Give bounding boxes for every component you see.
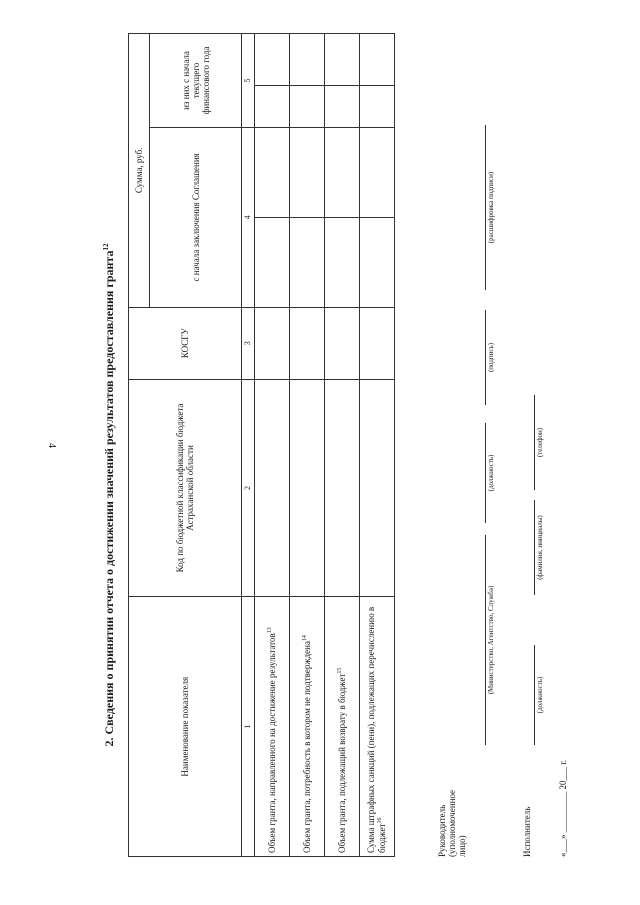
position-caption: (должность)	[487, 454, 495, 492]
col-number-1: 1	[242, 597, 255, 857]
fio-line	[534, 500, 535, 595]
row-ref: 13	[266, 627, 273, 634]
section-title	[102, 95, 117, 895]
ministry-line	[485, 535, 486, 745]
row-label: Сумма штрафных санкций (пени), подлежащих перечислению в бюджет	[366, 606, 387, 853]
cell-empty	[325, 217, 360, 307]
cell-empty	[360, 379, 395, 597]
header-code: Код по бюджетной классификации бюджета Астраханской области	[129, 379, 242, 597]
cell-empty	[290, 127, 325, 217]
cell-empty	[360, 86, 395, 128]
executor-label: Исполнитель	[522, 806, 532, 857]
decode-line	[485, 125, 486, 290]
report-sheet	[30, 35, 630, 895]
cell-empty	[290, 379, 325, 597]
cell-empty	[360, 127, 395, 217]
phone-caption: (телефон)	[536, 427, 544, 458]
date-line: «___» _________ 20___ г.	[558, 759, 568, 857]
cell-empty	[360, 307, 395, 379]
table-row	[290, 34, 325, 857]
section-title-ref: 12	[102, 243, 110, 251]
position-line	[485, 423, 486, 523]
cell-empty	[255, 379, 290, 597]
page-number: 4	[46, 443, 57, 448]
signature-line	[485, 310, 486, 405]
signature-caption: (подпись)	[487, 342, 495, 373]
section-title-text: 2. Сведения о принятии отчета о достижении значений результатов предоставления гранта	[102, 250, 116, 747]
col-number-4: 4	[242, 127, 255, 307]
cell-empty	[325, 307, 360, 379]
cell-empty	[255, 34, 290, 86]
col-number-2: 2	[242, 379, 255, 597]
cell-empty	[360, 34, 395, 86]
col-number-5: 5	[242, 34, 255, 128]
cell-empty	[325, 379, 360, 597]
table-row	[255, 34, 290, 857]
cell-empty	[325, 34, 360, 86]
header-name: Наименование показателя	[129, 597, 242, 857]
cell-empty	[290, 217, 325, 307]
table-row	[360, 34, 395, 857]
header-kosgu: КОСГУ	[129, 307, 242, 379]
grant-results-table	[128, 33, 395, 857]
fio-caption: (фамилия, инициалы)	[536, 515, 544, 580]
cell-empty	[255, 127, 290, 217]
header-sum: Сумма, руб.	[129, 34, 150, 308]
cell-empty	[255, 307, 290, 379]
row-ref: 16	[376, 817, 383, 824]
column-number-row	[242, 34, 255, 857]
row-ref: 14	[301, 635, 308, 642]
row-label: Объем гранта, направленного на достижение результатов	[266, 633, 277, 853]
cell-empty	[290, 86, 325, 128]
cell-empty	[325, 86, 360, 128]
row-label: Объем гранта, подлежащий возврату в бюджет	[336, 673, 347, 853]
row-label: Объем гранта, потребность в котором не подтверждена	[301, 641, 312, 853]
header-since-agreement: с начала заключения Соглашения	[150, 127, 242, 307]
table-row	[325, 34, 360, 857]
head-label: Руководитель (уполномоченное лицо)	[437, 789, 467, 857]
decode-caption: (расшифровка подписи)	[487, 171, 495, 244]
col-number-3: 3	[242, 307, 255, 379]
header-since-year: из них с начала текущего финансового года	[150, 34, 242, 128]
row-ref: 15	[336, 667, 343, 674]
phone-line	[534, 395, 535, 490]
cell-empty	[325, 127, 360, 217]
executor-position-caption: (должность)	[536, 676, 544, 714]
cell-empty	[360, 217, 395, 307]
ministry-caption: (Министерство, Агентство, Служба)	[487, 585, 495, 695]
cell-empty	[255, 217, 290, 307]
cell-empty	[290, 307, 325, 379]
cell-empty	[290, 34, 325, 86]
cell-empty	[255, 86, 290, 128]
executor-position-line	[534, 645, 535, 745]
